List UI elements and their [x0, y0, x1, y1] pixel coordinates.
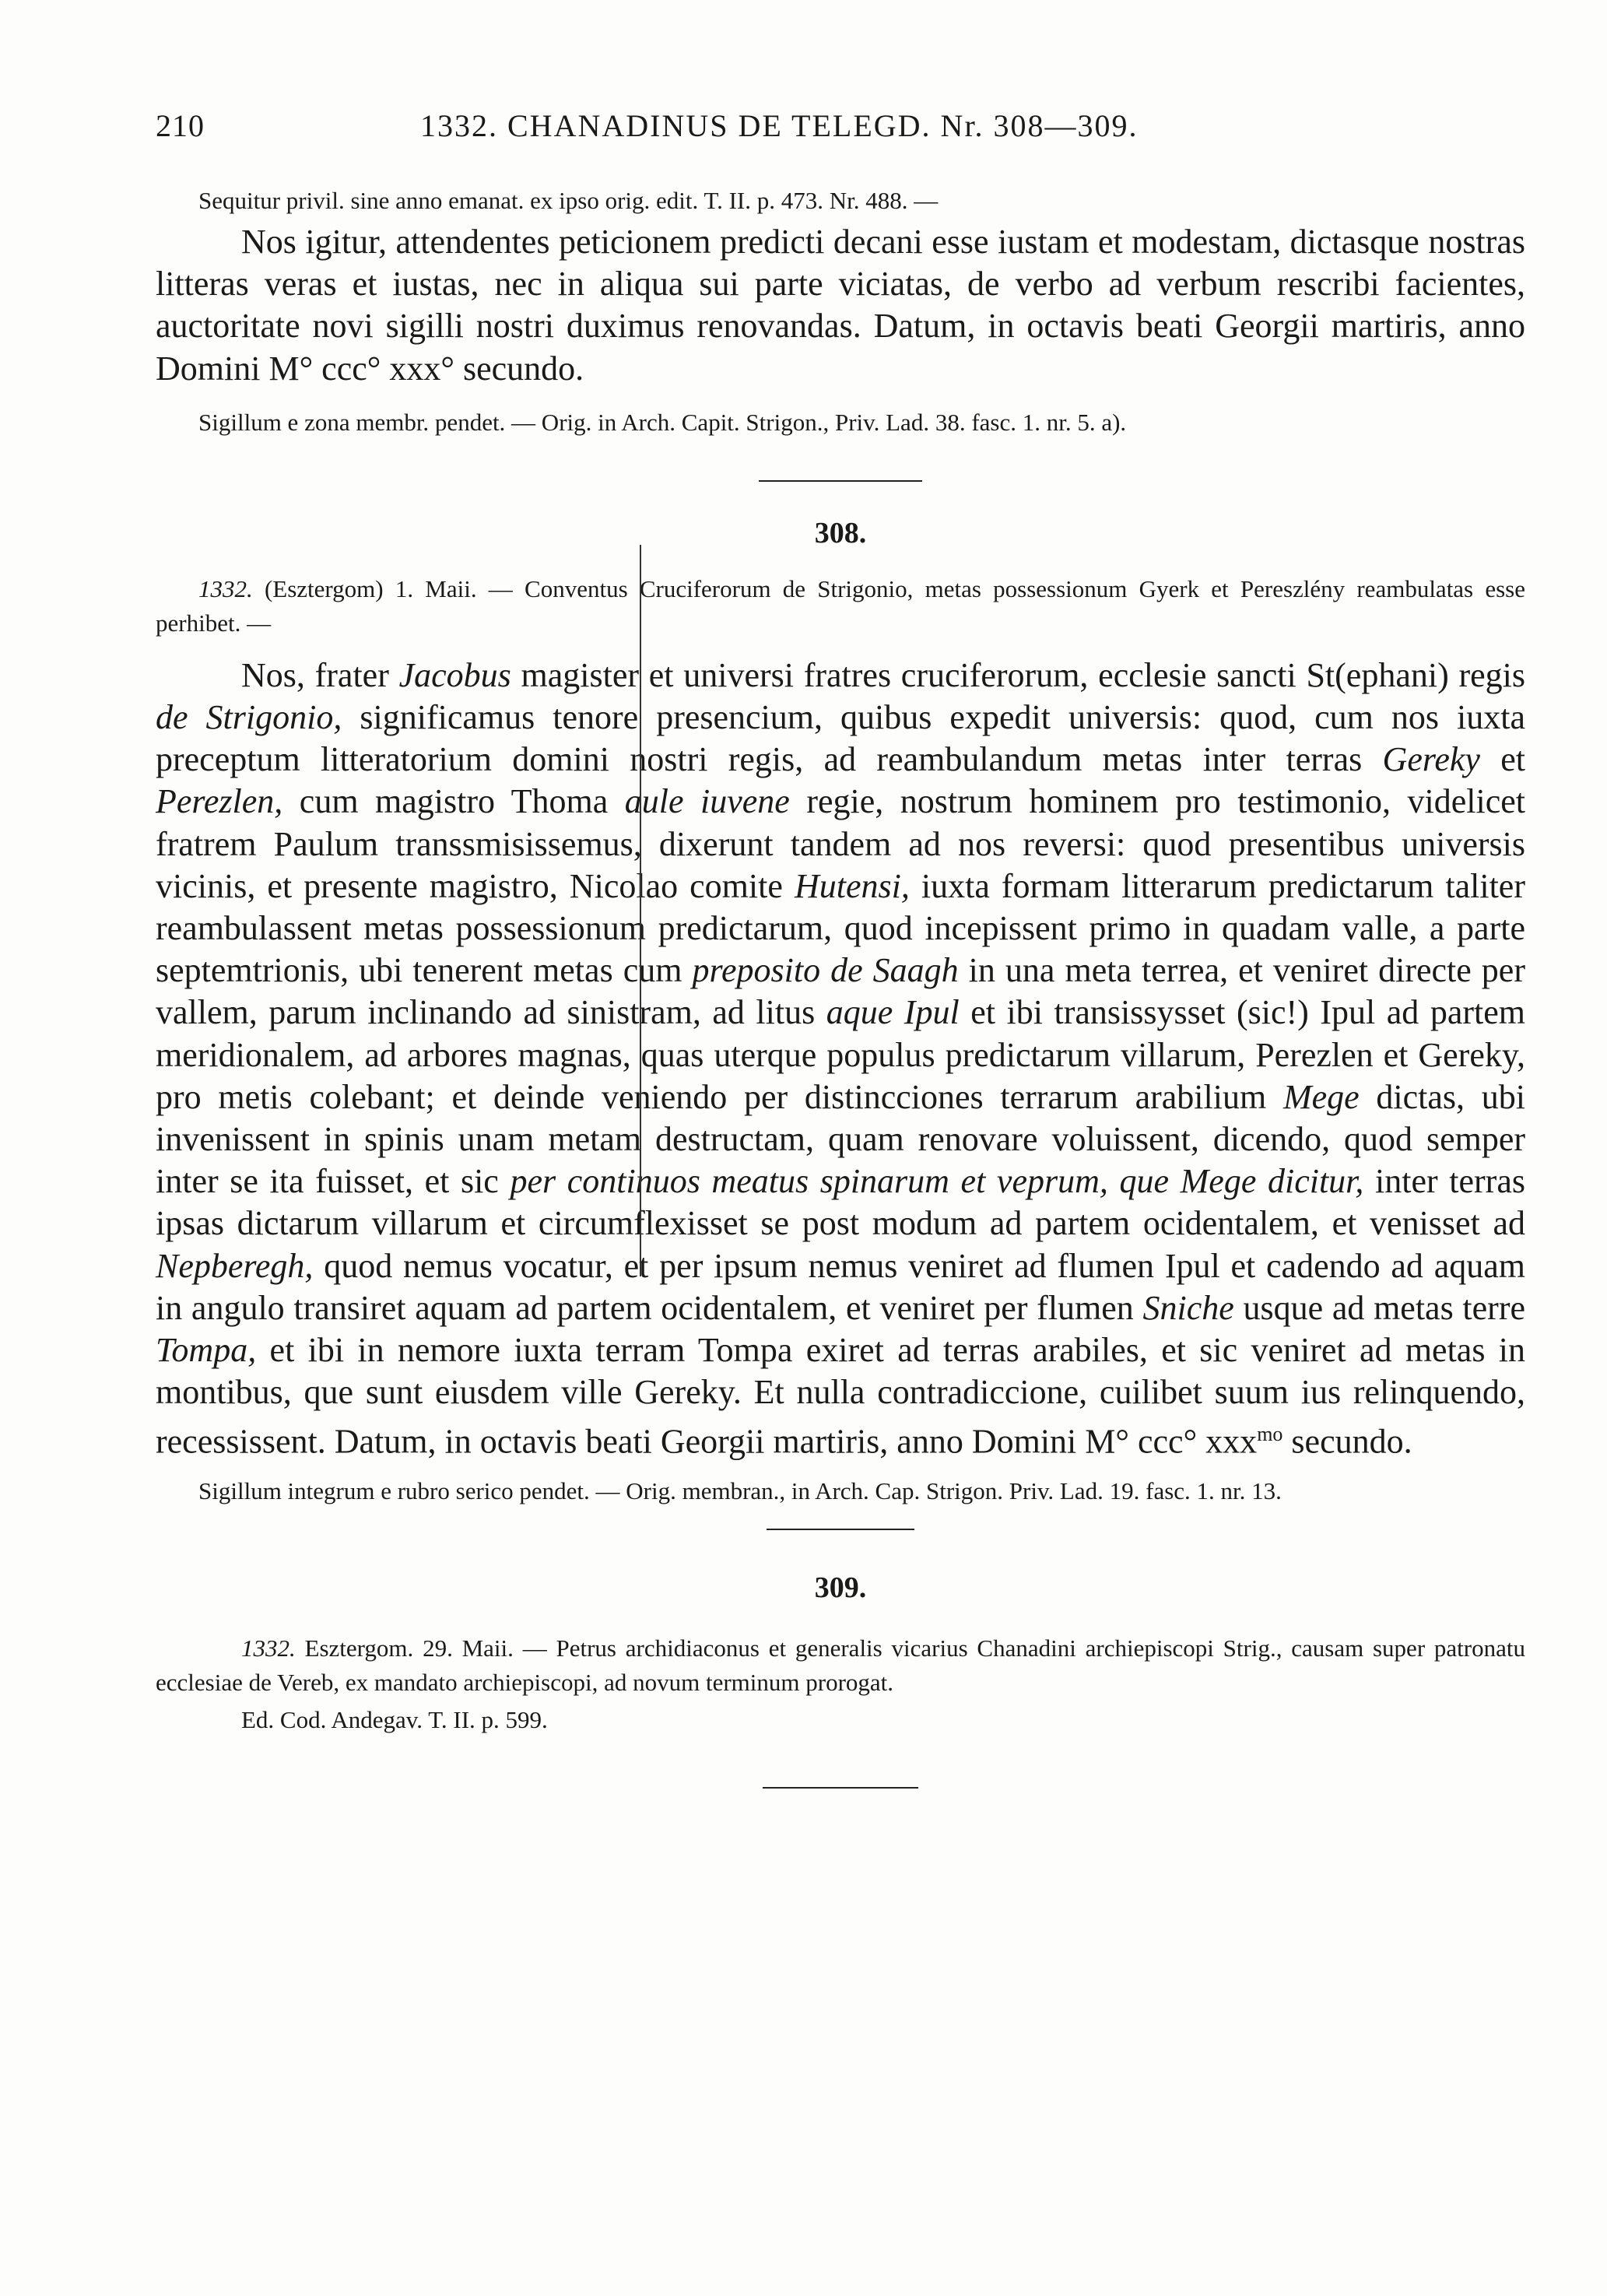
text-segment: significamus tenore presencium, quibus expedit universis: quod, cum nos iuxta preceptum litteratorium domini nostri regis, ad reambulandum metas inter terras	[156, 698, 1526, 779]
text-segment: et	[1479, 740, 1525, 779]
superscript-segment: mo	[1257, 1423, 1283, 1446]
text-segment: Nos, frater	[241, 655, 399, 694]
text-segment: regie, nostrum hominem pro testimonio, videlicet fratrem Paulum transsmisissemus, dixerunt tandem ad nos reversi: quod presentibus universis vicinis, et presente magistro, Nicolao comite	[156, 782, 1525, 905]
intro-note: Sequitur privil. sine anno emanat. ex ipso orig. edit. T. II. p. 473. Nr. 488. —	[198, 187, 939, 214]
doc307-archival-note: Sigillum e zona membr. pendet. — Orig. in Arch. Capit. Strigon., Priv. Lad. 38. fasc. 1. nr. 5. a).	[198, 408, 1127, 436]
doc309-regest-year: 1332.	[241, 1634, 296, 1662]
doc307-body: Nos igitur, attendentes peticionem predicti decani esse iustam et modestam, dictasque nostras litteras veras et iustas, nec in aliqua sui parte viciatas, de verbo ad verbum rescribi facientes, auctoritate novi sigilli nostri duximus renovandas. Datum, in octavis beati Georgii martiris, anno Domini M° ccc° xxx° secundo.	[156, 223, 1525, 388]
italic-text-segment: per continuos meatus spinarum et veprum, que Mege dicitur,	[510, 1162, 1364, 1201]
doc309-number: 309.	[814, 1571, 867, 1605]
doc308-archival-note: Sigillum integrum e rubro serico pendet. — Orig. membran., in Arch. Cap. Strigon. Priv. Lad. 19. fasc. 1. nr. 13.	[198, 1477, 1282, 1505]
italic-text-segment: Gereky	[1382, 740, 1480, 779]
text-segment: cum magistro Thoma	[282, 782, 625, 821]
text-segment: usque ad metas terre	[1233, 1288, 1525, 1327]
doc308-regest-year: 1332.	[198, 574, 253, 602]
italic-text-segment: Tompa,	[156, 1331, 257, 1370]
scan-fold-line	[640, 545, 641, 1276]
doc308-body	[156, 655, 1525, 1464]
italic-text-segment: Jacobus	[398, 655, 511, 694]
italic-text-segment: Perezlen,	[156, 782, 283, 821]
running-title: 1332. CHANADINUS DE TELEGD. Nr. 308—309.	[420, 108, 1139, 143]
text-segment: in una meta terrea, et veniret directe per vallem, parum inclinando ad sinistram, ad litus	[156, 951, 1525, 1032]
text-segment: secundo.	[1282, 1423, 1412, 1462]
doc308-number: 308.	[814, 516, 867, 549]
italic-text-segment: preposito de Saagh	[692, 951, 959, 990]
text-segment: magister et universi fratres cruciferorum, ecclesie sancti St(ephani) regis	[511, 655, 1526, 694]
separator-rule	[759, 480, 922, 482]
doc309-edition-note: Ed. Cod. Andegav. T. II. p. 599.	[241, 1706, 548, 1734]
italic-text-segment: aque Ipul	[826, 993, 960, 1032]
text-segment: inter terras ipsas dictarum villarum et circumflexisset se post modum ad partem ocidentalem, et venisset ad	[156, 1162, 1525, 1243]
doc308-regest	[156, 572, 1525, 641]
doc309-regest	[156, 1631, 1525, 1700]
text-segment: dictas, ubi invenissent in spinis unam metam destructam, quam renovare voluissent, dicendo, quod semper inter se ita fuisset, et sic	[156, 1077, 1525, 1201]
italic-text-segment: Hutensi,	[794, 866, 910, 905]
separator-rule	[767, 1529, 914, 1530]
doc309-regest-text: Esztergom. 29. Maii. — Petrus archidiaconus et generalis vicarius Chanadini archiepiscopi Strig., causam super patronatu ecclesiae de Vereb, ex mandato archiepiscopi, ad novum terminum prorogat.	[156, 1634, 1525, 1697]
running-head	[156, 93, 1525, 143]
text-segment: et ibi in nemore iuxta terram Tompa exiret ad terras arabiles, et sic veniret ad metas in montibus, que sunt eiusdem ville Gereky. Et nulla contradiccione, cuilibet suum ius relinquendo, recessissent. Datum, in octavis beati Georgii martiris, anno Domini M° ccc° xxx	[156, 1331, 1525, 1462]
page-number: 210	[156, 108, 205, 143]
italic-text-segment: aule iuvene	[624, 782, 790, 821]
page	[156, 93, 1525, 1789]
text-segment: et ibi transissysset (sic!) Ipul ad partem meridionalem, ad arbores magnas, quas uterque populus predictarum villarum, Perezlen et Gereky, pro metis colebant; et deinde veniendo per distincciones terrarum arabilium	[156, 993, 1525, 1116]
italic-text-segment: Sniche	[1142, 1288, 1234, 1327]
separator-rule	[763, 1787, 918, 1789]
italic-text-segment: Nepberegh,	[156, 1246, 314, 1285]
italic-text-segment: de Strigonio,	[156, 698, 342, 737]
italic-text-segment: Mege	[1282, 1077, 1360, 1116]
text-segment: quod nemus vocatur, et per ipsum nemus veniret ad flumen Ipul et cadendo ad aquam in angulo transiret aquam ad partem ocidentalem, et veniret per flumen	[156, 1246, 1525, 1327]
doc308-regest-text: (Esztergom) 1. Maii. — Conventus Cruciferorum de Strigonio, metas possessionum Gyerk et Pereszlény reambulatas esse perhibet. —	[156, 574, 1525, 637]
text-segment: iuxta formam litterarum predictarum taliter reambulassent metas possessionum predictarum, quod incepissent primo in quadam valle, a parte septemtrionis, ubi tenerent metas cum	[156, 866, 1525, 990]
